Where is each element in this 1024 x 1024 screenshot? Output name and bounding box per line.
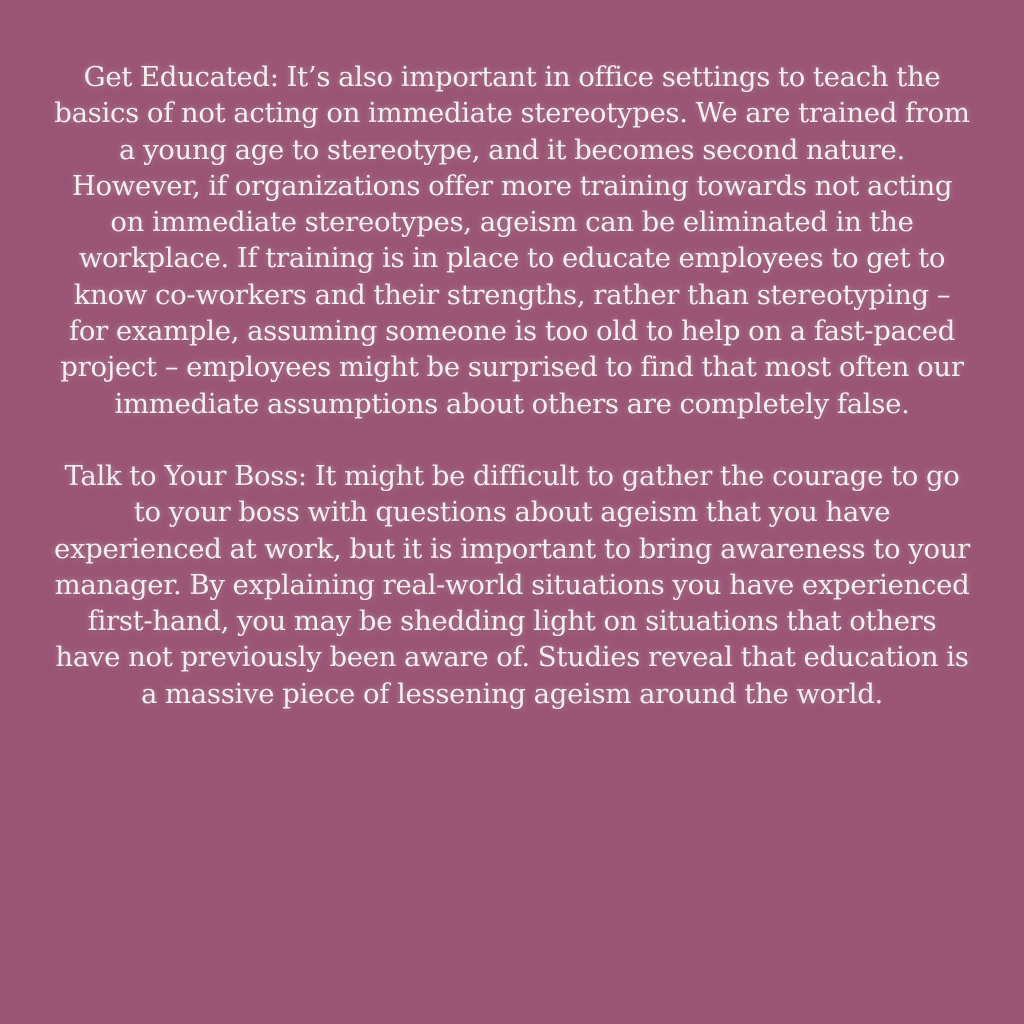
paragraph-get-educated: Get Educated: It’s also important in office settings to teach the basics of not acting on immediate stereotypes. We are trained from a young age to stereotype, and it becomes second nature. However, if organizations offer more training towards not acting on immediate stereotypes, ageism can be eliminated in the workplace. If training is in place to educate employees to get to know co-workers and their strengths, rather than stereotyping – for example, assuming someone is too old to help on a fast-paced project – employees might be surprised to find that most often our immediate assumptions about others are completely false. xyxy=(54,61,970,420)
paragraph-talk-to-your-boss: Talk to Your Boss: It might be difficult to gather the courage to go to your boss with questions about ageism that you have experienced at work, but it is important to bring awareness to your manager. By explaining real-world situations you have experienced first-hand, you may be shedding light on situations that others have not previously been aware of. Studies reveal that education is a massive piece of lessening ageism around the world. xyxy=(53,459,970,710)
article-body xyxy=(52,59,972,712)
